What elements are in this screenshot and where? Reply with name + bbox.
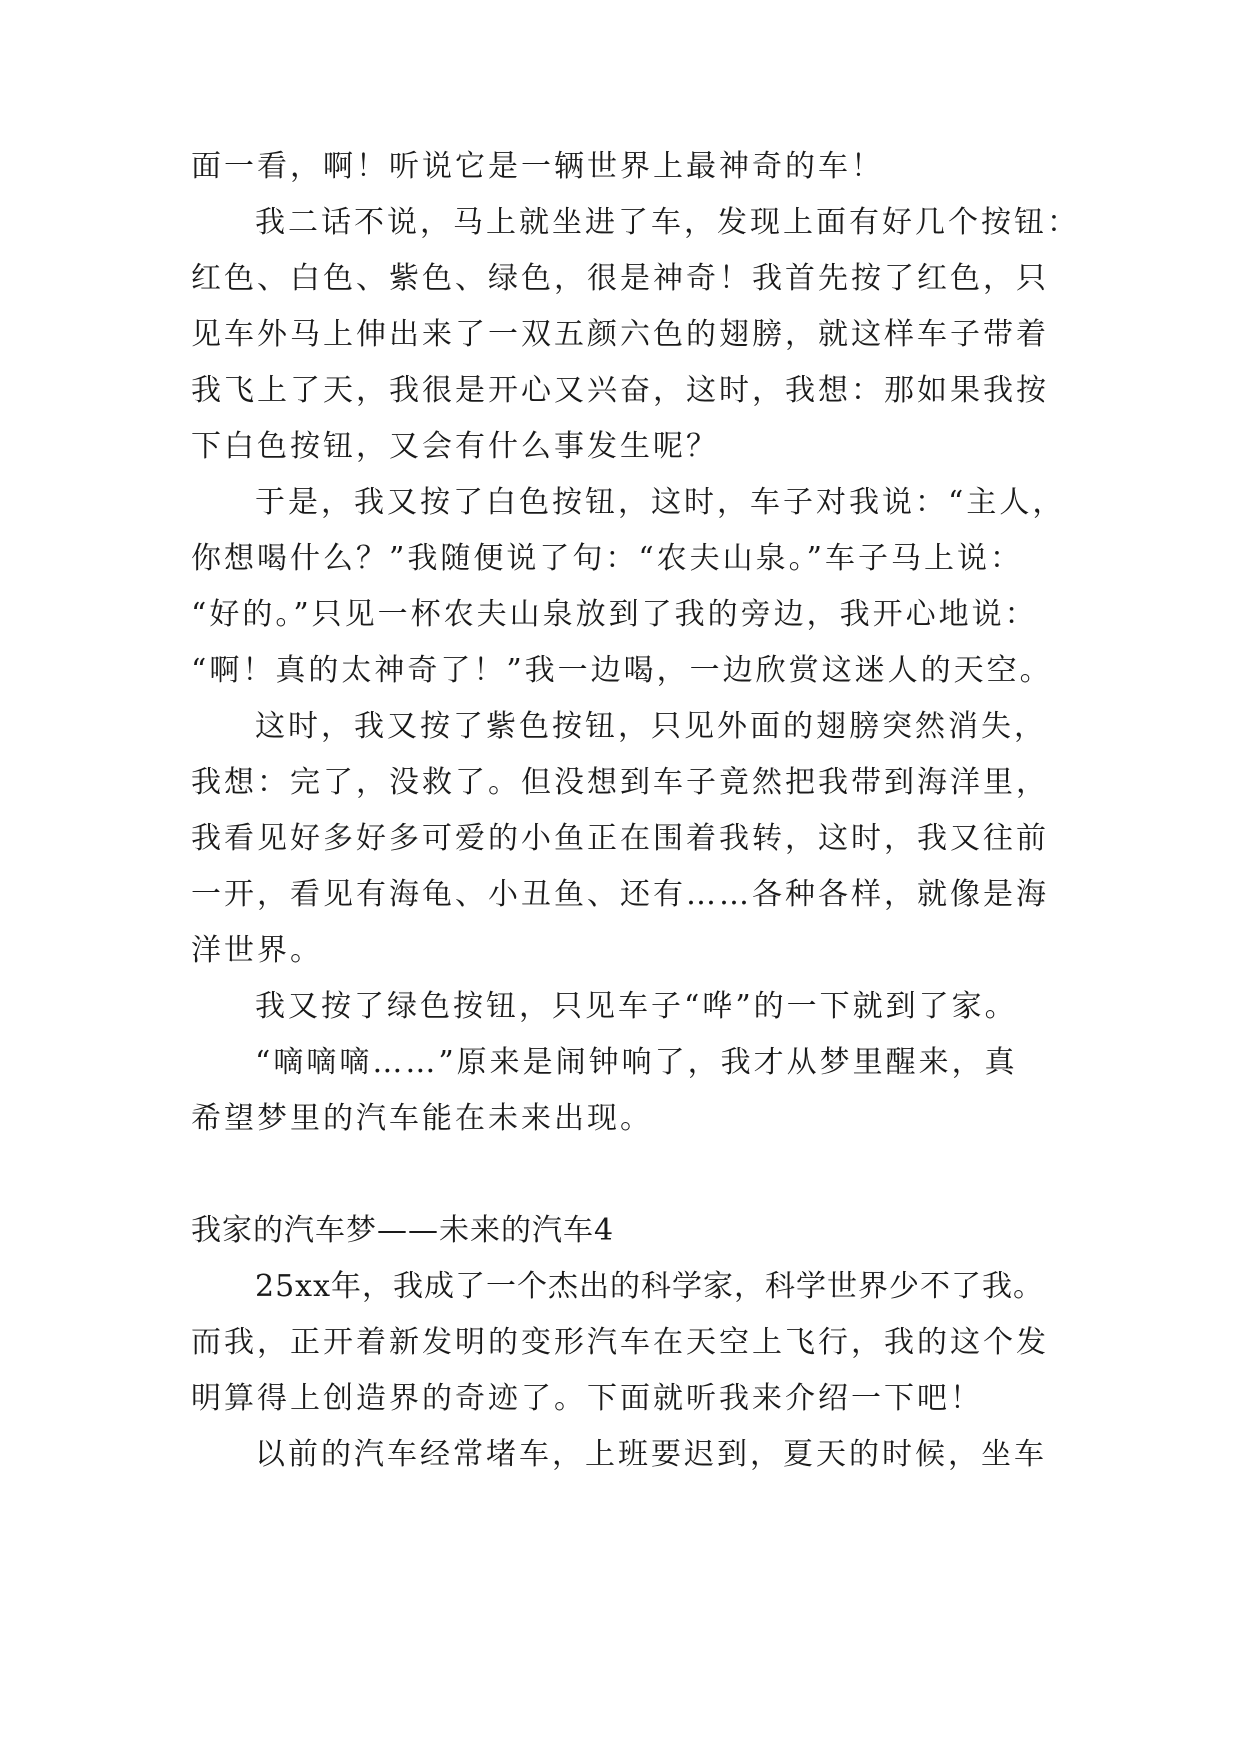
section-heading: 我家的汽车梦——未来的汽车4 — [191, 1213, 615, 1248]
text-line: 希望梦里的汽车能在未来出现。 — [191, 1101, 653, 1136]
paragraph-start-line: 25xx年，我成了一个杰出的科学家，科学世界少不了我。 — [255, 1269, 1045, 1304]
text-line: 我想：完了，没救了。但没想到车子竟然把我带到海洋里， — [191, 765, 1049, 800]
text-line: 明算得上创造界的奇迹了。下面就听我来介绍一下吧！ — [191, 1381, 983, 1416]
paragraph-start-line: 这时，我又按了紫色按钮，只见外面的翅膀突然消失， — [255, 709, 1047, 744]
paragraph-start-line: 以前的汽车经常堵车，上班要迟到，夏天的时候，坐车 — [255, 1437, 1047, 1472]
text-line: 洋世界。 — [191, 933, 323, 968]
paragraph-start-line: 我又按了绿色按钮，只见车子“哗”的一下就到了家。 — [255, 989, 1018, 1024]
text-line: 我看见好多好多可爱的小鱼正在围着我转，这时，我又往前 — [191, 821, 1049, 856]
text-line: 下白色按钮，又会有什么事发生呢？ — [191, 429, 719, 464]
text-line: 你想喝什么？”我随便说了句：“农夫山泉。”车子马上说： — [191, 541, 1024, 576]
text-line: 面一看，啊！听说它是一辆世界上最神奇的车！ — [191, 149, 884, 184]
text-line: 一开，看见有海龟、小丑鱼、还有……各种各样，就像是海 — [191, 877, 1049, 912]
paragraph-start-line: “嘀嘀嘀……”原来是闹钟响了，我才从梦里醒来，真 — [255, 1045, 1018, 1080]
text-line: 我飞上了天，我很是开心又兴奋，这时，我想：那如果我按 — [191, 373, 1049, 408]
text-line: 见车外马上伸出来了一双五颜六色的翅膀，就这样车子带着 — [191, 317, 1049, 352]
text-line: “啊！真的太神奇了！”我一边喝，一边欣赏这迷人的天空。 — [191, 653, 1053, 688]
text-line: “好的。”只见一杯农夫山泉放到了我的旁边，我开心地说： — [191, 597, 1038, 632]
paragraph-start-line: 于是，我又按了白色按钮，这时，车子对我说：“主人， — [255, 485, 1066, 520]
text-line: 红色、白色、紫色、绿色，很是神奇！我首先按了红色，只 — [191, 261, 1049, 296]
paragraph-start-line: 我二话不说，马上就坐进了车，发现上面有好几个按钮： — [255, 205, 1080, 240]
text-line: 而我，正开着新发明的变形汽车在天空上飞行，我的这个发 — [191, 1325, 1049, 1360]
